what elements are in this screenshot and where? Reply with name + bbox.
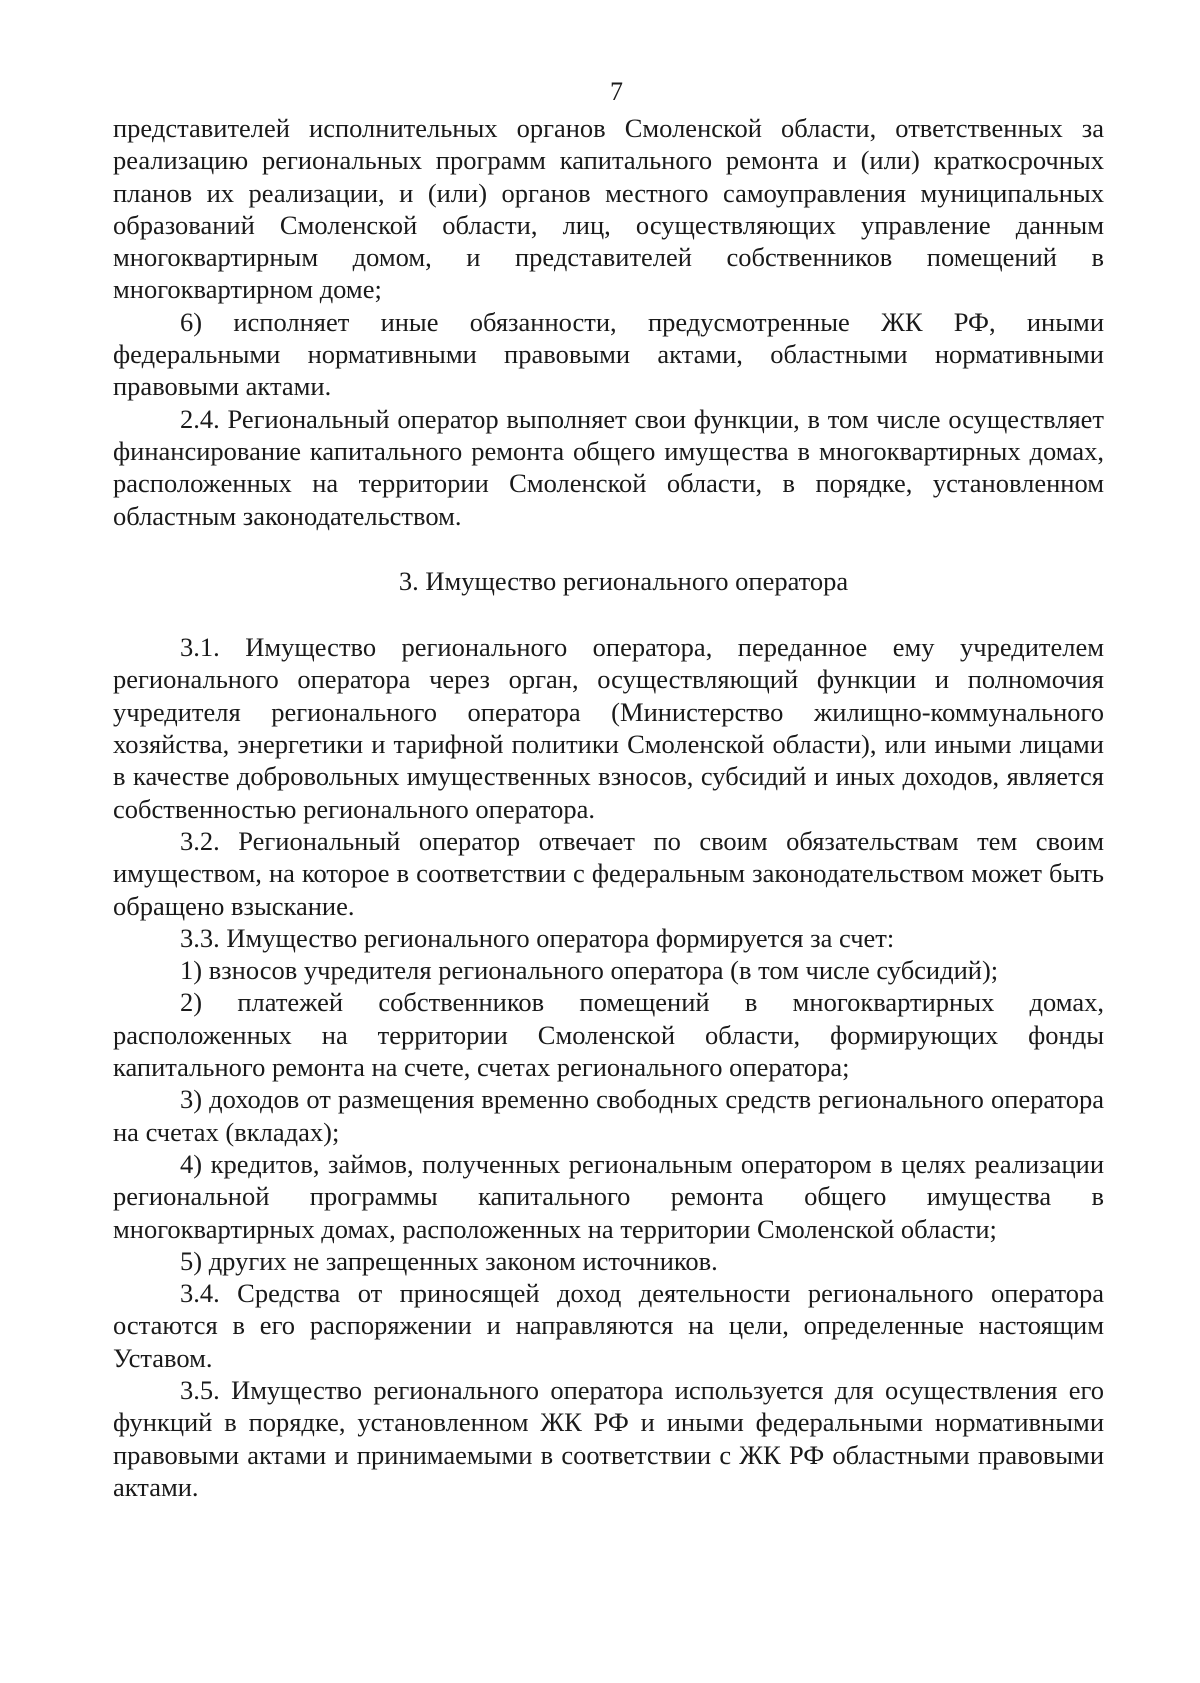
paragraph-item-6: 6) исполняет иные обязанности, предусмотренные ЖК РФ, иными федеральными нормативными правовыми актами, областными нормативными правовыми актами. (113, 306, 1104, 402)
page-number: 7 (610, 77, 623, 106)
list-item-2: 2) платежей собственников помещений в многоквартирных домах, расположенных на территории Смоленской области, формирующих фонды капитального ремонта на счете, счетах регионального оператора; (113, 987, 1104, 1083)
paragraphs-before-section (113, 112, 1104, 532)
paragraph-continuation: представителей исполнительных органов Смоленской области, ответственных за реализацию региональных программ капитального ремонта и (или) краткосрочных планов их реализации, и (или) органов местного самоуправления муниципальных образований Смоленской области, лиц, осуществляющих управление данным многоквартирным домом, и представителей собственников помещений в многоквартирном доме; (113, 113, 1104, 305)
list-item-1: 1) взносов учредителя регионального оператора (в том числе субсидий); (180, 955, 999, 986)
list-item-5: 5) других не запрещенных законом источников. (180, 1245, 718, 1276)
paragraph-3-2: 3.2. Региональный оператор отвечает по своим обязательствам тем своим имуществом, на которое в соответствии с федеральным законодательством может быть обращено взыскание. (113, 825, 1104, 921)
paragraphs-after-section (113, 631, 1104, 1503)
paragraph-3-4: 3.4. Средства от приносящей доход деятельности регионального оператора остаются в его распоряжении и направляются на цели, определенные настоящим Уставом. (113, 1278, 1104, 1373)
list-item-4: 4) кредитов, займов, полученных региональным оператором в целях реализации региональной программы капитального ремонта общего имущества в многоквартирных домах, расположенных на территории Смоленской области; (113, 1148, 1104, 1244)
paragraph-2-4: 2.4. Региональный оператор выполняет свои функции, в том числе осуществляет финансирование капитального ремонта общего имущества в многоквартирных домах, расположенных на территории Смоленской области, в порядке, установленном областным законодательством. (113, 403, 1104, 531)
paragraph-3-3: 3.3. Имущество регионального оператора формируется за счет: (180, 922, 895, 953)
paragraph-3-1: 3.1. Имущество регионального оператора, переданное ему учредителем регионального оператора через орган, осуществляющий функции и полномочия учредителя регионального оператора (Министерство жилищно-коммунального хозяйства, энергетики и тарифной политики Смоленской области), или иными лицами в качестве добровольных имущественных взносов, субсидий и иных доходов, является собственностью регионального оператора. (113, 632, 1104, 824)
section-title: 3. Имущество регионального оператора (398, 565, 849, 596)
paragraph-3-5: 3.5. Имущество регионального оператора используется для осуществления его функций в порядке, установленном ЖК РФ и иными федеральными нормативными правовыми актами и принимаемыми в соответствии с ЖК РФ областными правовыми актами. (113, 1374, 1104, 1502)
list-item-3: 3) доходов от размещения временно свободных средств регионального оператора на счетах (вкладах); (113, 1084, 1104, 1147)
